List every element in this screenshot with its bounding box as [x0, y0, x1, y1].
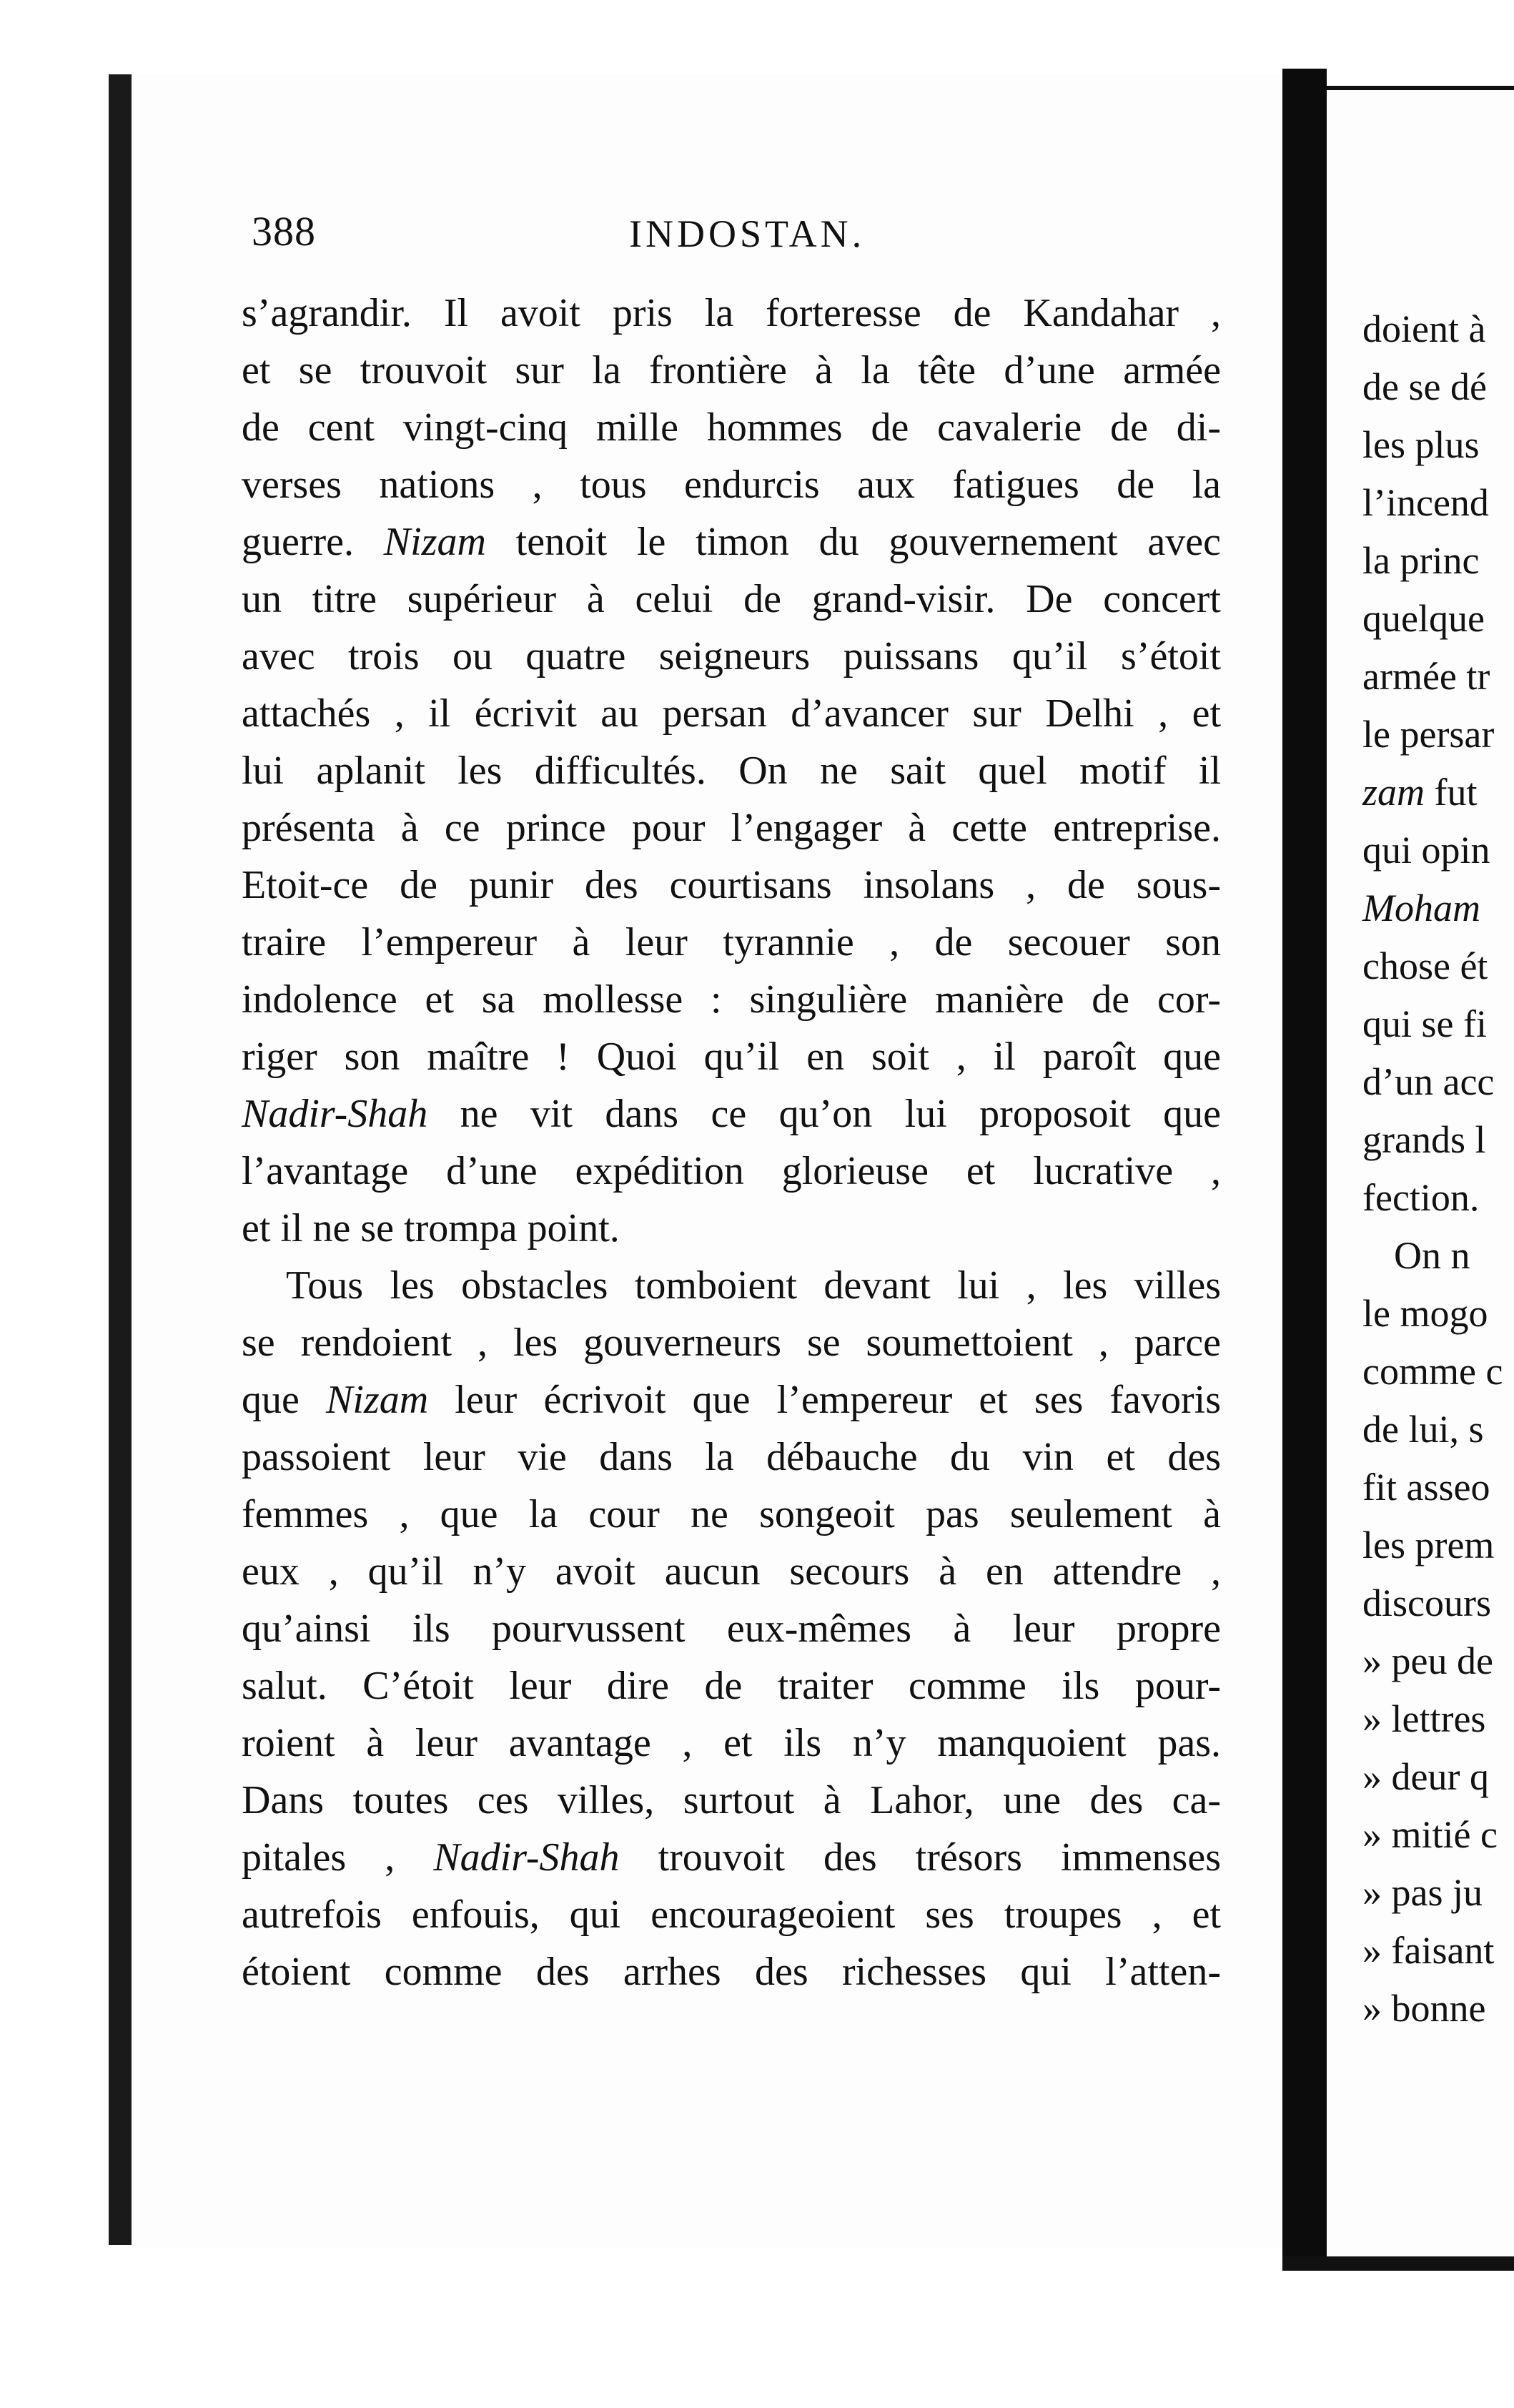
text-line: fection. [1362, 1176, 1480, 1219]
text-line: autrefois enfouis, qui encourageoient ses troupes , et [242, 1893, 1221, 1937]
text-line: que Nizam leur écrivoit que l’empereur et ses favoris [242, 1378, 1221, 1422]
text-line: le persar [1362, 713, 1495, 756]
text-line: l’avantage d’une expédition glorieuse et lucrative , [242, 1149, 1221, 1193]
text-line: d’un acc [1362, 1060, 1495, 1103]
text-line: fit asseo [1362, 1466, 1490, 1509]
text-line: l’incend [1362, 481, 1489, 524]
text-line: eux , qu’il n’y avoit aucun secours à en attendre , [242, 1549, 1221, 1594]
text-line: s’agrandir. Il avoit pris la forteresse de Kandahar , [242, 291, 1221, 335]
page-number: 388 [252, 208, 316, 255]
running-head [252, 207, 1224, 272]
text-line: Moham [1362, 887, 1480, 929]
text-line: qu’ainsi ils pourvussent eux-mêmes à leur propre [242, 1607, 1221, 1651]
book-gutter [1282, 69, 1327, 2256]
running-title: INDOSTAN. [629, 212, 866, 255]
text-line: indolence et sa mollesse : singulière manière de cor- [242, 977, 1221, 1022]
text-line: Dans toutes ces villes, surtout à Lahor, une des ca- [242, 1778, 1221, 1822]
text-line: doient à [1362, 307, 1486, 350]
page-edge-shadow [109, 74, 132, 2245]
text-line: riger son maître ! Quoi qu’il en soit , il paroît que [242, 1035, 1221, 1079]
text-line: passoient leur vie dans la débauche du vin et des [242, 1435, 1221, 1479]
text-line: Nadir-Shah ne vit dans ce qu’on lui proposoit que [242, 1092, 1221, 1136]
text-line: » deur q [1362, 1755, 1489, 1798]
text-line: » pas ju [1362, 1871, 1483, 1914]
text-line: roient à leur avantage , et ils n’y manquoient pas. [242, 1721, 1221, 1765]
text-line: Tous les obstacles tomboient devant lui , les villes [286, 1263, 1221, 1308]
text-line: Etoit-ce de punir des courtisans insolans , de sous- [242, 863, 1221, 907]
text-line: qui se fi [1362, 1002, 1487, 1045]
text-line: de se dé [1362, 365, 1487, 408]
text-line: traire l’empereur à leur tyrannie , de secouer son [242, 920, 1221, 964]
text-line: les prem [1362, 1524, 1495, 1566]
text-line: armée tr [1362, 655, 1490, 698]
text-line: On n [1394, 1234, 1470, 1277]
text-line: salut. C’étoit leur dire de traiter comme ils pour- [242, 1664, 1221, 1708]
text-line: grands l [1362, 1118, 1486, 1161]
text-line: guerre. Nizam tenoit le timon du gouvernement avec [242, 520, 1221, 564]
text-line: de lui, s [1362, 1408, 1484, 1451]
text-line: les plus [1362, 423, 1480, 466]
text-line: qui opin [1362, 829, 1490, 872]
text-line: zam fut [1362, 771, 1478, 814]
gutter-bottom [1282, 2256, 1514, 2271]
text-line: présenta à ce prince pour l’engager à cette entreprise. [242, 806, 1221, 850]
text-line: la princ [1362, 539, 1480, 582]
text-line: » peu de [1362, 1639, 1493, 1682]
text-line: de cent vingt-cinq mille hommes de cavalerie de di- [242, 405, 1221, 450]
left-page-text [242, 285, 1221, 2000]
text-line: le mogo [1362, 1292, 1488, 1335]
text-line: étoient comme des arrhes des richesses qui l’atten- [242, 1950, 1221, 1994]
text-line: verses nations , tous endurcis aux fatigues de la [242, 463, 1221, 507]
text-line: » mitié c [1362, 1813, 1498, 1856]
text-line: lui aplanit les difficultés. On ne sait quel motif il [242, 749, 1221, 793]
text-line: et il ne se trompa point. [242, 1206, 620, 1250]
text-line: avec trois ou quatre seigneurs puissans qu’il s’étoit [242, 634, 1221, 679]
text-line: femmes , que la cour ne songeoit pas seulement à [242, 1492, 1221, 1536]
text-line: se rendoient , les gouverneurs se soumettoient , parce [242, 1321, 1221, 1365]
text-line: » faisant [1362, 1929, 1495, 1972]
text-line: » lettres [1362, 1697, 1486, 1740]
text-line: chose ét [1362, 944, 1488, 987]
right-page-text [1362, 300, 1514, 2038]
text-line: comme c [1362, 1350, 1503, 1393]
text-line: attachés , il écrivit au persan d’avancer sur Delhi , et [242, 691, 1221, 736]
text-line: et se trouvoit sur la frontière à la tête d’une armée [242, 348, 1221, 393]
text-line: un titre supérieur à celui de grand-visir. De concert [242, 577, 1221, 621]
text-line: quelque [1362, 597, 1485, 640]
text-line: pitales , Nadir-Shah trouvoit des trésors immenses [242, 1835, 1221, 1880]
text-line: discours [1362, 1582, 1491, 1624]
text-line: » bonne [1362, 1987, 1486, 2030]
